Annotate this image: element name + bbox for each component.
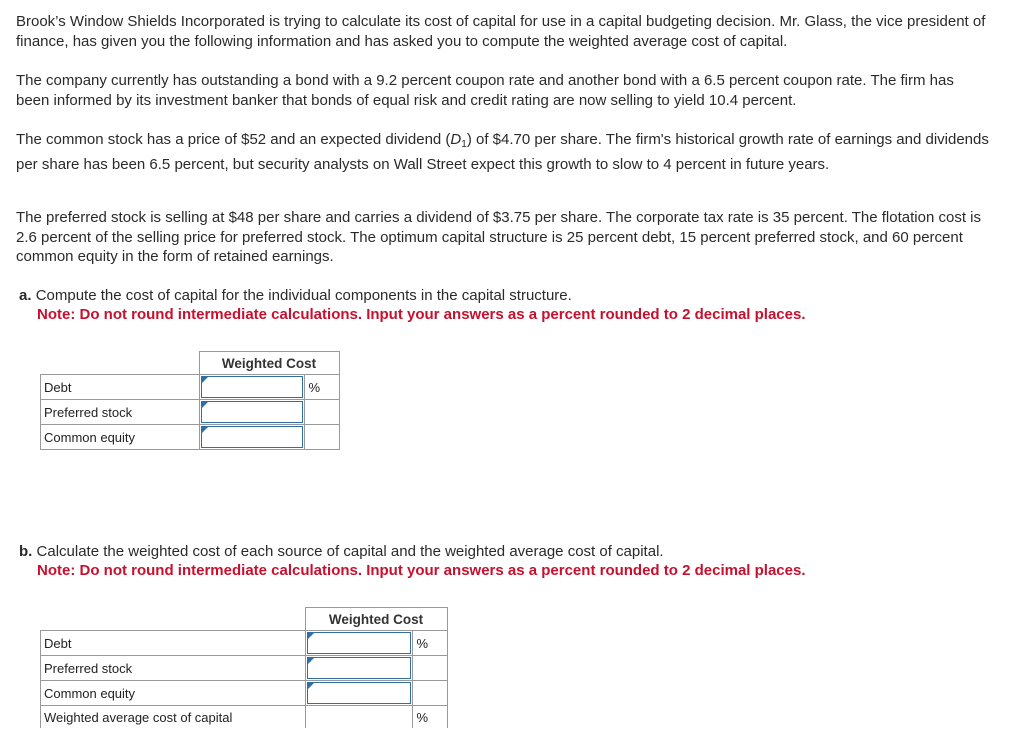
common-stock-paragraph (16, 130, 991, 174)
preferred-stock-paragraph: The preferred stock is selling at $48 per share and carries a dividend of $3.75 per share. The corporate tax rate is 35 percent. The flotation cost is 2.6 percent of the selling price for preferred stock. The optimum capital structure is 25 percent debt, 15 percent preferred stock, and 60 percent common equity in the form of retained earnings. (16, 209, 981, 265)
part-b-text: Calculate the weighted cost of each source of capital and the weighted average cost of capital. (36, 543, 664, 560)
part-a-common-cell (199, 425, 304, 450)
part-b-header-blank (41, 608, 306, 631)
input-marker-icon (308, 683, 314, 689)
part-b-preferred-unit (412, 656, 447, 681)
part-b-row-label-wacc: Weighted average cost of capital (41, 706, 306, 729)
part-b-debt-cell (305, 631, 412, 656)
table-row (41, 656, 448, 681)
input-marker-icon (202, 427, 208, 433)
part-a-row-label-preferred: Preferred stock (41, 400, 200, 425)
table-row (41, 706, 448, 729)
part-a-row-label-debt: Debt (41, 375, 200, 400)
input-marker-icon (308, 633, 314, 639)
part-b-common-unit (412, 681, 447, 706)
part-b-common-cell (305, 681, 412, 706)
part-b-debt-input[interactable] (307, 632, 411, 654)
intro-paragraph: Brook’s Window Shields Incorporated is trying to calculate its cost of capital for use in a capital budgeting decision. Mr. Glass, the vice president of finance, has given you the following information and has asked you to compute the weighted average cost of capital. (16, 13, 986, 50)
table-row (41, 631, 448, 656)
part-a-row-label-common: Common equity (41, 425, 200, 450)
common-stock-text-after: ) of $4.70 per share. The firm's historical growth rate of earnings and dividends per share has been 6.5 percent, but security analysts on Wall Street expect this growth to slow to 4 percent in future years. (16, 131, 989, 173)
input-marker-icon (202, 377, 208, 383)
part-b-preferred-input[interactable] (307, 657, 411, 679)
input-marker-icon (308, 658, 314, 664)
part-b-row-label-preferred: Preferred stock (41, 656, 306, 681)
part-a-preferred-unit (304, 400, 339, 425)
part-a-table (40, 351, 340, 450)
dividend-subscript: 1 (461, 139, 467, 150)
input-marker-icon (202, 402, 208, 408)
table-row (41, 400, 340, 425)
part-b-label: b. (19, 543, 33, 560)
part-b-header: Weighted Cost (305, 608, 447, 631)
common-stock-text-before: The common stock has a price of $52 and an expected dividend ( (16, 131, 451, 148)
part-b-table (40, 607, 448, 728)
table-row (41, 425, 340, 450)
part-a-preferred-cell (199, 400, 304, 425)
part-b-debt-unit: % (412, 631, 447, 656)
part-a-question (19, 286, 979, 305)
part-b-preferred-cell (305, 656, 412, 681)
part-a-debt-input[interactable] (201, 376, 303, 398)
part-b-row-label-debt: Debt (41, 631, 306, 656)
part-a-note: Note: Do not round intermediate calculations. Input your answers as a percent rounded to 2 decimal places. (37, 306, 806, 323)
part-a-debt-cell (199, 375, 304, 400)
table-row (41, 681, 448, 706)
part-a-header: Weighted Cost (199, 352, 339, 375)
part-a-common-unit (304, 425, 339, 450)
bond-info-paragraph: The company currently has outstanding a bond with a 9.2 percent coupon rate and another bond with a 6.5 percent coupon rate. The firm has been informed by its investment banker that bonds of equal risk and credit rating are now selling to yield 10.4 percent. (16, 72, 954, 109)
part-b-wacc-cell (305, 706, 412, 729)
part-a-common-input[interactable] (201, 426, 303, 448)
part-b-question (19, 542, 979, 561)
part-b-row-label-common: Common equity (41, 681, 306, 706)
part-a-preferred-input[interactable] (201, 401, 303, 423)
part-b-note: Note: Do not round intermediate calculations. Input your answers as a percent rounded to 2 decimal places. (37, 562, 806, 579)
part-a-debt-unit: % (304, 375, 339, 400)
part-a-text: Compute the cost of capital for the individual components in the capital structure. (35, 287, 572, 304)
part-b-wacc-unit: % (412, 706, 447, 729)
part-b-common-input[interactable] (307, 682, 411, 704)
part-a-header-blank (41, 352, 200, 375)
table-row (41, 375, 340, 400)
part-a-label: a. (19, 287, 32, 304)
dividend-variable: D (450, 131, 462, 148)
